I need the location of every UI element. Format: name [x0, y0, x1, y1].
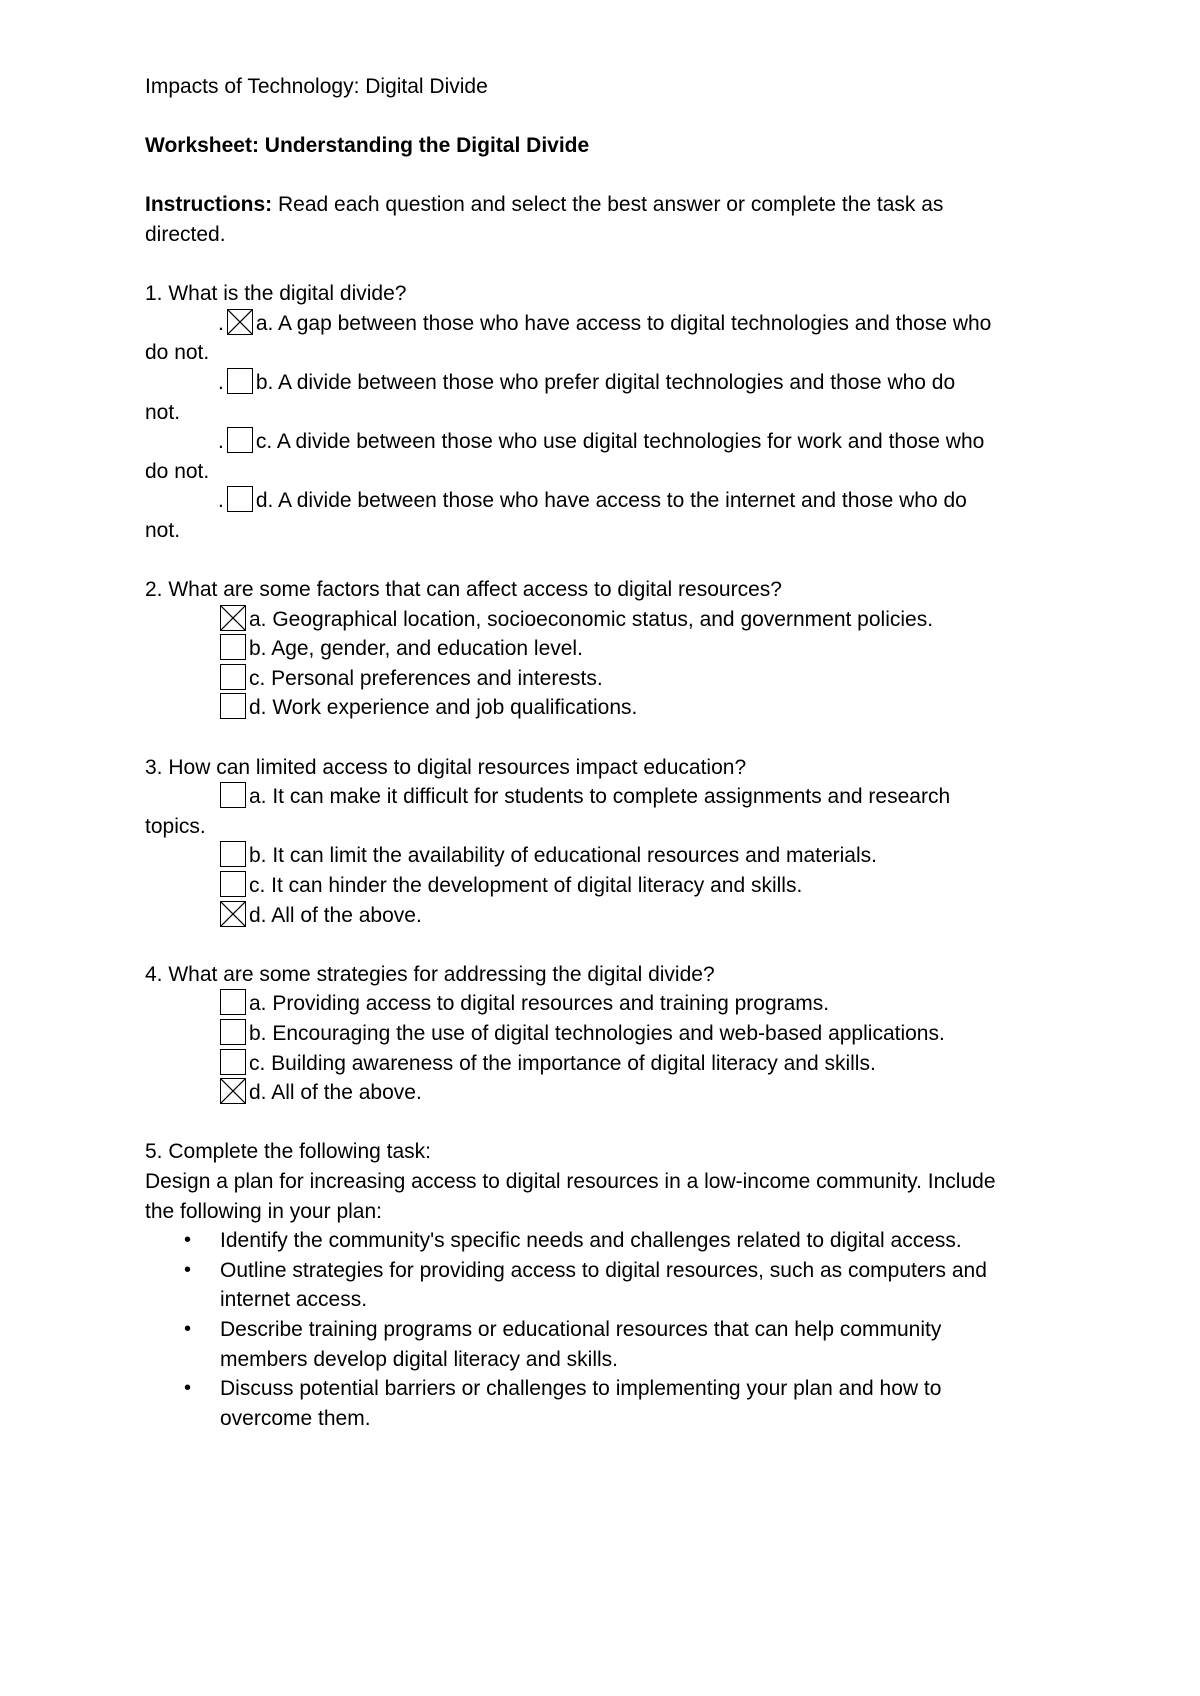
q1-option-a-text: a. A gap between those who have access to digital technologies and those who — [255, 311, 992, 335]
document-content — [145, 72, 1065, 1433]
q1-option-d-text: d. A divide between those who have access to the internet and those who do — [255, 489, 967, 513]
task-prompt: Design a plan for increasing access to digital resources in a low-income community. Include — [145, 1169, 996, 1193]
task-bullet-1-text: Identify the community's specific needs and challenges related to digital access. — [220, 1229, 962, 1253]
q3-option-c-checkbox[interactable] — [220, 871, 246, 897]
course-title: Impacts of Technology: Digital Divide — [145, 75, 488, 98]
task-bullet-list — [145, 1226, 1065, 1433]
q1-option-c: . c. A divide between those who use digital technologies for work and those who do not. — [145, 427, 1065, 486]
bullet-icon: • — [184, 1317, 192, 1340]
task-bullet-3-text: Describe training programs or educational resources that can help community — [220, 1317, 942, 1341]
q1-option-b-text: b. A divide between those who prefer digital technologies and those who do — [255, 370, 956, 394]
q1-option-c-text: c. A divide between those who use digital technologies for work and those who — [255, 430, 985, 454]
q4-option-c — [145, 1049, 1065, 1079]
q1-option-d-checkbox[interactable] — [227, 486, 253, 512]
q3-option-a-text-cont: topics. — [145, 814, 206, 838]
q3-option-b-checkbox[interactable] — [220, 841, 246, 867]
instructions-label: Instructions: — [145, 193, 273, 217]
question-1: 1. What is the digital divide? — [145, 282, 407, 306]
q1-option-b-checkbox[interactable] — [227, 368, 253, 394]
q2-option-a — [145, 605, 1065, 635]
check-x-icon — [221, 606, 245, 630]
q2-option-a-text: a. Geographical location, socioeconomic status, and government policies. — [249, 607, 934, 631]
q3-option-c-text: c. It can hinder the development of digital literacy and skills. — [249, 874, 803, 898]
bullet-icon: • — [184, 1377, 192, 1400]
q3-option-a — [145, 782, 1065, 841]
worksheet-title: Worksheet: Understanding the Digital Divide — [145, 134, 590, 158]
q2-option-d-text: d. Work experience and job qualifications. — [249, 696, 638, 720]
q1-option-a-text-cont: do not. — [145, 341, 210, 365]
q2-option-d-checkbox[interactable] — [220, 693, 246, 719]
q2-option-b-checkbox[interactable] — [220, 634, 246, 660]
question-1-options — [145, 309, 1065, 546]
q2-option-b-text: b. Age, gender, and education level. — [249, 637, 583, 661]
task-prompt-continued: the following in your plan: — [145, 1199, 382, 1223]
q3-option-c — [145, 871, 1065, 901]
q1-option-b: . b. A divide between those who prefer digital technologies and those who do not. — [145, 368, 1065, 427]
q4-option-d-checkbox[interactable] — [220, 1078, 246, 1104]
question-2: 2. What are some factors that can affect access to digital resources? — [145, 578, 782, 602]
q2-option-c-checkbox[interactable] — [220, 664, 246, 690]
q3-option-a-checkbox[interactable] — [220, 782, 246, 808]
q3-option-b-text: b. It can limit the availability of educational resources and materials. — [249, 844, 877, 868]
task-bullet-3-text-cont: members develop digital literacy and skills. — [220, 1347, 619, 1371]
q3-option-d-checkbox[interactable] — [220, 901, 246, 927]
task-bullet-4 — [145, 1374, 1065, 1433]
q4-option-b-text: b. Encouraging the use of digital technologies and web-based applications. — [249, 1022, 945, 1045]
check-x-icon — [221, 1079, 245, 1103]
q2-option-d — [145, 693, 1065, 723]
q3-option-b — [145, 841, 1065, 871]
task-bullet-1 — [145, 1226, 1065, 1256]
task-bullet-3 — [145, 1315, 1065, 1374]
q4-option-a — [145, 989, 1065, 1019]
q1-option-a: . a. A gap between those who have access to digital technologies and those who do not. — [145, 309, 1065, 368]
q1-option-d: . d. A divide between those who have access to the internet and those who do not. — [145, 486, 1065, 545]
instructions-text-continued: directed. — [145, 222, 226, 246]
question-3: 3. How can limited access to digital resources impact education? — [145, 755, 747, 779]
q4-option-c-text: c. Building awareness of the importance of digital literacy and skills. — [249, 1051, 876, 1075]
q1-option-a-checkbox[interactable] — [227, 309, 253, 335]
q2-option-c — [145, 664, 1065, 694]
q2-option-c-text: c. Personal preferences and interests. — [249, 666, 603, 690]
q3-option-d — [145, 901, 1065, 931]
instructions-text: Read each question and select the best answer or complete the task as — [278, 193, 944, 217]
q1-option-c-text-cont: do not. — [145, 459, 210, 483]
task-bullet-2 — [145, 1256, 1065, 1315]
q1-option-d-text-cont: not. — [145, 518, 181, 542]
q4-option-d-text: d. All of the above. — [249, 1081, 422, 1105]
q4-option-b — [145, 1019, 1065, 1049]
task-bullet-2-text-cont: internet access. — [220, 1288, 368, 1312]
bullet-icon: • — [184, 1229, 192, 1252]
q2-option-b — [145, 634, 1065, 664]
bullet-icon: • — [184, 1258, 192, 1281]
q1-option-c-checkbox[interactable] — [227, 427, 253, 453]
task-bullet-4-text: Discuss potential barriers or challenges to implementing your plan and how to — [220, 1377, 942, 1401]
instructions — [145, 190, 1065, 220]
q4-option-b-checkbox[interactable] — [220, 1019, 246, 1045]
q4-option-c-checkbox[interactable] — [220, 1049, 246, 1075]
question-4: 4. What are some strategies for addressing the digital divide? — [145, 962, 715, 986]
task-bullet-4-text-cont: overcome them. — [220, 1406, 371, 1430]
q4-option-d — [145, 1078, 1065, 1108]
task-bullet-2-text: Outline strategies for providing access to digital resources, such as computers and — [220, 1258, 987, 1282]
q1-option-b-text-cont: not. — [145, 400, 181, 424]
q3-option-a-text: a. It can make it difficult for students to complete assignments and research — [249, 785, 951, 809]
check-x-icon — [221, 902, 245, 926]
q2-option-a-checkbox[interactable] — [220, 605, 246, 631]
q4-option-a-checkbox[interactable] — [220, 989, 246, 1015]
q4-option-a-text: a. Providing access to digital resources and training programs. — [249, 992, 830, 1016]
q3-option-d-text: d. All of the above. — [249, 903, 422, 927]
question-5: 5. Complete the following task: — [145, 1140, 431, 1164]
check-x-icon — [228, 310, 252, 334]
